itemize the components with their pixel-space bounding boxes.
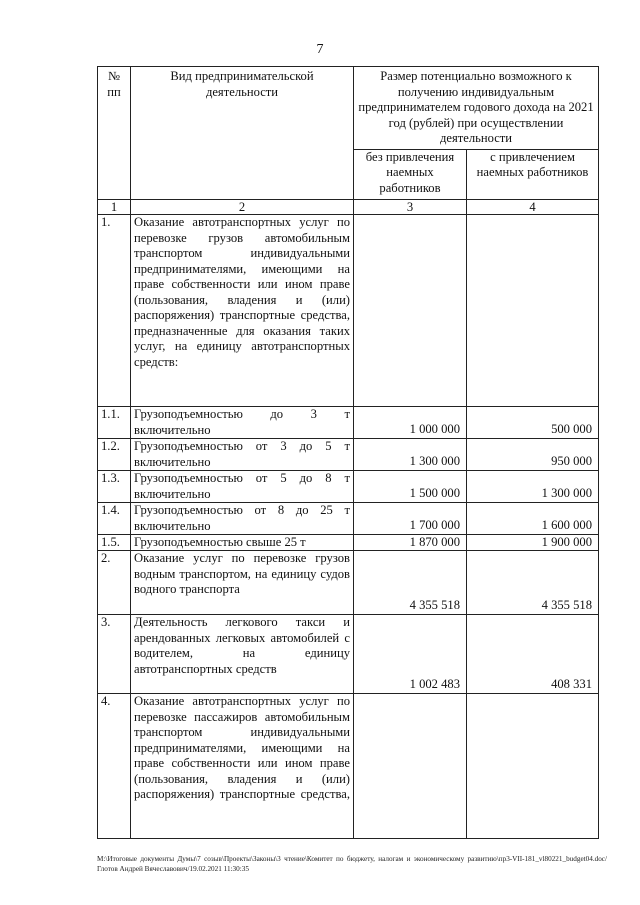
header-num: № пп <box>98 67 131 200</box>
table-row <box>98 471 599 503</box>
table-row <box>98 503 599 535</box>
table-row <box>98 615 599 694</box>
row-activity: Оказание услуг по перевозке грузов водным транспортом, на единицу судов водного транспорта <box>131 551 354 615</box>
row-without: 1 000 000 <box>354 407 467 439</box>
row-without: 1 002 483 <box>354 615 467 694</box>
header-without: без привлечения наемных работников <box>354 149 467 199</box>
row-with: 1 900 000 <box>467 535 599 551</box>
header-with: с привлечением наемных работников <box>467 149 599 199</box>
row-with: 1 300 000 <box>467 471 599 503</box>
row-number: 1.1. <box>98 407 131 439</box>
row-number: 1.4. <box>98 503 131 535</box>
row-activity: Деятельность легкового такси и арендованных легковых автомобилей с водителем, на единицу автотранспортных средств <box>131 615 354 694</box>
row-with <box>467 694 599 839</box>
row-without: 1 870 000 <box>354 535 467 551</box>
header-row <box>98 67 599 150</box>
row-with: 950 000 <box>467 439 599 471</box>
table-row <box>98 439 599 471</box>
row-number: 1.5. <box>98 535 131 551</box>
table-row <box>98 407 599 439</box>
income-table <box>97 66 599 839</box>
row-number: 1.3. <box>98 471 131 503</box>
table-row <box>98 694 599 839</box>
file-path-footer: M:\Итоговые документы Думы\7 созыв\Проекты\Законы\3 чтение\Комитет по бюджету, налогам и экономическому развитию\пр3-VII-181_vl80221_budget04.doc/Глотов Андрей Вячеславович/19.02.2021 11:30:35 <box>97 855 607 873</box>
row-number: 1.2. <box>98 439 131 471</box>
header-income: Размер потенциально возможного к получению индивидуальным предпринимателем годового дохода на 2021 год (рублей) при осуществлении деятельности <box>354 67 599 150</box>
table-row <box>98 551 599 615</box>
row-with <box>467 215 599 407</box>
row-number: 1. <box>98 215 131 407</box>
row-with: 500 000 <box>467 407 599 439</box>
table-row <box>98 215 599 407</box>
index-row <box>98 200 599 215</box>
row-number: 2. <box>98 551 131 615</box>
row-without <box>354 694 467 839</box>
row-without: 1 500 000 <box>354 471 467 503</box>
index-cell: 3 <box>354 200 467 215</box>
page-number: 7 <box>316 42 324 57</box>
table-row <box>98 535 599 551</box>
row-without <box>354 215 467 407</box>
row-without: 1 300 000 <box>354 439 467 471</box>
row-with: 4 355 518 <box>467 551 599 615</box>
row-number: 3. <box>98 615 131 694</box>
row-activity: Оказание автотранспортных услуг по перевозке пассажиров автомобильным транспортом индивидуальными предпринимателями, имеющими на праве собственности или ином праве (пользования, владения и (или) распоряжения) транспортные средства, <box>131 694 354 839</box>
row-without: 4 355 518 <box>354 551 467 615</box>
header-activity: Вид предпринимательской деятельности <box>131 67 354 200</box>
row-activity: Грузоподъемностью до 3 т включительно <box>131 407 354 439</box>
index-cell: 1 <box>98 200 131 215</box>
index-cell: 2 <box>131 200 354 215</box>
row-activity: Грузоподъемностью свыше 25 т <box>131 535 354 551</box>
row-activity: Оказание автотранспортных услуг по перевозке грузов автомобильным транспортом индивидуальными предпринимателями, имеющими на праве собственности или ином праве (пользования, владения и (или) распоряжения) транспортные средства, предназначенные для оказания таких услуг, на единицу автотранспортных средств: <box>131 215 354 407</box>
row-number: 4. <box>98 694 131 839</box>
row-with: 1 600 000 <box>467 503 599 535</box>
row-with: 408 331 <box>467 615 599 694</box>
row-without: 1 700 000 <box>354 503 467 535</box>
row-activity: Грузоподъемностью от 3 до 5 т включительно <box>131 439 354 471</box>
row-activity: Грузоподъемностью от 5 до 8 т включительно <box>131 471 354 503</box>
row-activity: Грузоподъемностью от 8 до 25 т включительно <box>131 503 354 535</box>
index-cell: 4 <box>467 200 599 215</box>
